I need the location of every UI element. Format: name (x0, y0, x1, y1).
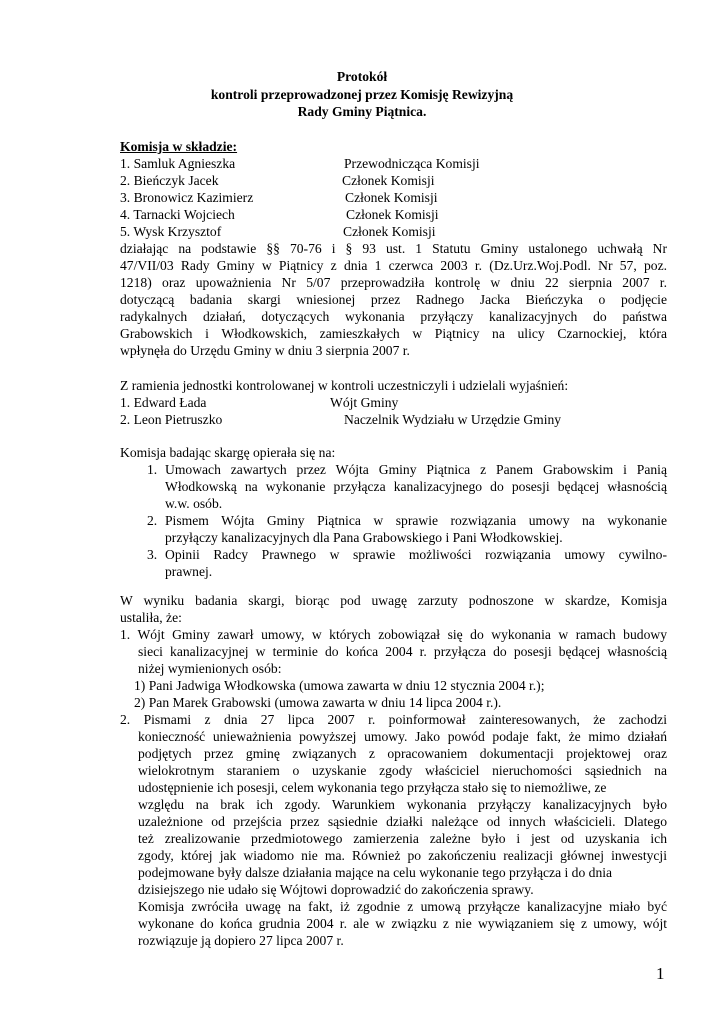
finding-line: podjętych przez gminę związanych z opracowaniem dokumentacji projektowej oraz (138, 746, 667, 761)
member-role: Członek Komisji (342, 173, 435, 188)
intro-line: wpłynęła do Urzędu Gminy w dniu 3 sierpnia 2007 r. (120, 343, 410, 358)
finding-line: rozwiązuje ją dopiero 27 lipca 2007 r. (138, 933, 344, 948)
list-number: 2. (147, 513, 158, 528)
participants-heading: Z ramienia jednostki kontrolowanej w kontroli uczestniczyli i udzielali wyjaśnień: (120, 378, 569, 393)
participant-name: 2. Leon Pietruszko (120, 412, 223, 427)
finding-line: zgody, której jak wiadomo nie ma. Również po zakończeniu realizacji głównej inwestycji (138, 848, 667, 863)
list-number: 1. (147, 462, 158, 477)
finding-line: sieci kanalizacyjnej w terminie do końca 2004 r. przyłącza do posesji będącej własnością (138, 644, 667, 659)
intro-line: 1218) oraz upoważnienia Nr 5/07 przeprowadziła kontrolę w dniu 22 sierpnia 2007 r. (120, 275, 667, 290)
list-number: 3. (147, 547, 158, 562)
title-line-3: Rady Gminy Piątnica. (297, 104, 427, 119)
member-role: Członek Komisji (346, 207, 439, 222)
title-line-2: kontroli przeprowadzonej przez Komisję Rewizyjną (210, 87, 514, 102)
member-role: Członek Komisji (343, 224, 436, 239)
member-name: 4. Tarnacki Wojciech (120, 207, 235, 222)
finding-line: wykonane do końca grudnia 2004 r. ale w związku z nie wywiązaniem się z umowy, wójt (138, 916, 667, 931)
intro-line: radykalnych działań, dotyczących wykonania przyłączy kanalizacyjnych do państwa (120, 309, 667, 324)
participant-name: 1. Edward Łada (120, 395, 207, 410)
finding-line: względu na brak ich zgody. Warunkiem wykonania przyłączy kanalizacyjnych było (138, 797, 667, 812)
intro-line: działając na podstawie §§ 70-76 i § 93 ust. 1 Statutu Gminy ustalonego uchwałą Nr (120, 241, 667, 256)
list-item-line: Włodkowską na wykonanie przyłącza kanalizacyjnego do posesji będącej własnością (165, 479, 667, 494)
participant-role: Naczelnik Wydziału w Urzędzie Gminy (344, 412, 562, 427)
member-role: Przewodnicząca Komisji (344, 156, 480, 171)
list-item-line: prawnej. (165, 564, 213, 579)
finding-sub-item: 1) Pani Jadwiga Włodkowska (umowa zawarta w dniu 12 stycznia 2004 r.); (134, 678, 545, 693)
intro-line: dotyczącą badania skargi wniesionej przez Radnego Jacka Bieńczyka o podjęcie (120, 292, 667, 307)
findings-intro: W wyniku badania skargi, biorąc pod uwagę zarzuty podnoszone w skardze, Komisja (120, 593, 667, 608)
intro-line: 47/VII/03 Rady Gminy w Piątnicy z dnia 1 czerwca 2003 r. (Dz.Urz.Woj.Podl. Nr 57, poz. (120, 258, 667, 273)
member-name: 1. Samluk Agnieszka (120, 156, 236, 171)
list-item-line: Opinii Radcy Prawnego w sprawie możliwości rozwiązania umowy cywilno- (165, 547, 667, 562)
title-line-1: Protokół (336, 69, 388, 84)
finding-line: uzależnione od przejścia przez sąsiednie działki należące od innych właścicieli. Dlatego (138, 814, 667, 829)
finding-line: podejmowane były dalsze działania mające na celu wykonanie tego przyłącza i do dnia (138, 865, 613, 880)
list-item-line: Pismem Wójta Gminy Piątnica w sprawie rozwiązania umowy na wykonanie (165, 513, 667, 528)
member-name: 2. Bieńczyk Jacek (120, 173, 219, 188)
commission-heading: Komisja w składzie: (120, 139, 238, 154)
list-item-line: przyłączy kanalizacyjnych dla Pana Grabowskiego i Pani Włodkowskiej. (165, 530, 563, 545)
finding-line: wielokrotnym staraniem o uzyskanie zgody właściciel nieruchomości sąsiednich na (138, 763, 667, 778)
intro-line: Grabowskich i Włodkowskich, zamieszkałych w Piątnicy na ulicy Czarnockiej, która (120, 326, 667, 341)
participant-role: Wójt Gminy (330, 395, 399, 410)
basis-heading: Komisja badając skargę opierała się na: (120, 445, 336, 460)
finding-line: 1. Wójt Gminy zawarł umowy, w których zobowiązał się do wykonania w ramach budowy (120, 627, 667, 642)
member-name: 3. Bronowicz Kazimierz (120, 190, 254, 205)
member-name: 5. Wysk Krzysztof (120, 224, 222, 239)
findings-intro: ustaliła, że: (120, 610, 182, 625)
page-number: 1 (656, 964, 665, 983)
finding-line: niżej wymienionych osób: (138, 661, 282, 676)
finding-line: dzisiejszego nie udało się Wójtowi doprowadzić do zakończenia sprawy. (138, 882, 534, 897)
finding-line: udostępnienie ich posesji, celem wykonania tego przyłącza stało się to niemożliwe, ze (138, 780, 607, 795)
finding-line: Komisja zwróciła uwagę na fakt, iż zgodnie z umową przyłącze kanalizacyjne miało być (138, 899, 667, 914)
list-item-line: w.w. osób. (165, 496, 223, 511)
finding-line: konieczność unieważnienia powyższej umowy. Jako powód podaje fakt, że mimo działań (138, 729, 667, 744)
list-item-line: Umowach zawartych przez Wójta Gminy Piątnica z Panem Grabowskim i Panią (165, 462, 667, 477)
finding-line: 2. Pismami z dnia 27 lipca 2007 r. poinformował zainteresowanych, że zachodzi (120, 712, 667, 727)
finding-sub-item: 2) Pan Marek Grabowski (umowa zawarta w dniu 14 lipca 2004 r.). (134, 695, 502, 710)
finding-line: też zrealizowanie przedmiotowego zamierzenia zależne było i jest od uzyskania ich (138, 831, 667, 846)
member-role: Członek Komisji (345, 190, 438, 205)
